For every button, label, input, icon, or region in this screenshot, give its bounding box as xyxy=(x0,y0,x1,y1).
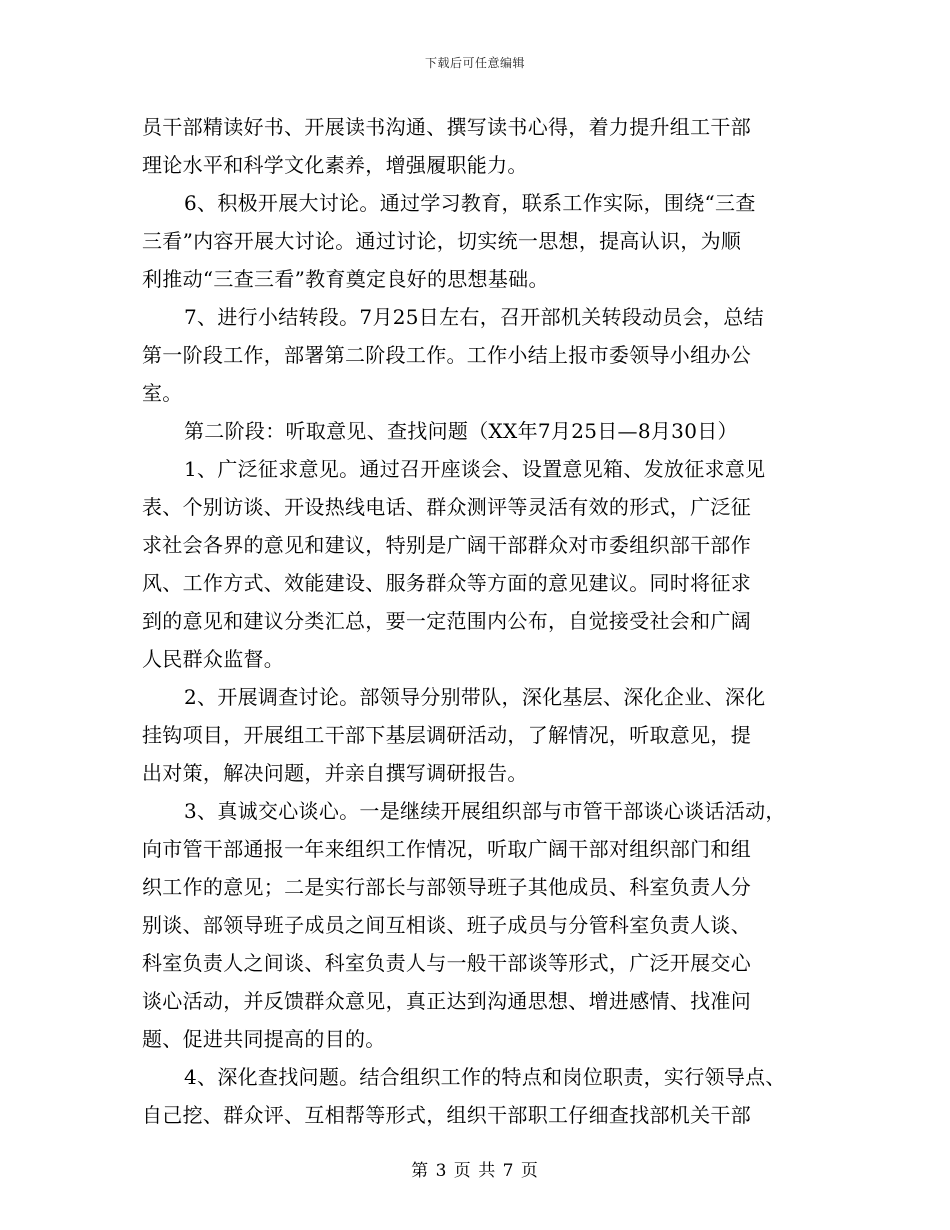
text-line: 挂钩项目，开展组工干部下基层调研活动，了解情况，听取意见，提 xyxy=(142,723,751,747)
text-line: 4、深化查找问题。结合组织工作的特点和岗位职责，实行领导点、 xyxy=(184,1065,786,1089)
text-line: 理论水平和科学文化素养，增强履职能力。 xyxy=(142,153,528,177)
text-line: 风、工作方式、效能建设、服务群众等方面的意见建议。同时将征求 xyxy=(142,571,751,595)
page-footer: 第 3 页 共 7 页 xyxy=(411,1161,539,1181)
text-line: 第一阶段工作，部署第二阶段工作。工作小结上报市委领导小组办公 xyxy=(142,343,751,367)
text-line: 三看”内容开展大讨论。通过讨论，切实统一思想，提高认识，为顺 xyxy=(142,229,742,253)
text-line: 6、积极开展大讨论。通过学习教育，联系工作实际，围绕“三查 xyxy=(184,191,756,215)
text-line: 7、进行小结转段。7月25日左右，召开部机关转段动员会，总结 xyxy=(184,305,764,329)
text-line: 出对策，解决问题，并亲自撰写调研报告。 xyxy=(142,761,528,785)
text-line: 科室负责人之间谈、科室负责人与一般干部谈等形式，广泛开展交心 xyxy=(142,951,751,975)
text-line: 员干部精读好书、开展读书沟通、撰写读书心得，着力提升组工干部 xyxy=(142,115,751,139)
text-line: 求社会各界的意见和建议，特别是广阔干部群众对市委组织部干部作 xyxy=(142,533,751,557)
text-line: 自己挖、群众评、互相帮等形式，组织干部职工仔细查找部机关干部 xyxy=(142,1103,751,1127)
text-line: 表、个别访谈、开设热线电话、群众测评等灵活有效的形式，广泛征 xyxy=(142,495,751,519)
text-line: 人民群众监督。 xyxy=(142,647,285,671)
document-body xyxy=(142,108,810,1134)
text-line: 3、真诚交心谈心。一是继续开展组织部与市管干部谈心谈话活动， xyxy=(184,799,786,823)
text-line: 到的意见和建议分类汇总，要一定范围内公布，自觉接受社会和广阔 xyxy=(142,609,751,633)
text-line: 利推动“三查三看”教育奠定良好的思想基础。 xyxy=(142,267,549,291)
page-header: 下载后可任意编辑 xyxy=(424,56,525,70)
text-line: 别谈、部领导班子成员之间互相谈、班子成员与分管科室负责人谈、 xyxy=(142,913,751,937)
text-line: 向市管干部通报一年来组织工作情况，听取广阔干部对组织部门和组 xyxy=(142,837,751,861)
text-line: 室。 xyxy=(142,381,183,405)
text-line: 织工作的意见；二是实行部长与部领导班子其他成员、科室负责人分 xyxy=(142,875,751,899)
text-line: 谈心活动，并反馈群众意见，真正达到沟通思想、增进感情、找准问 xyxy=(142,989,751,1013)
text-line: 题、促进共同提高的目的。 xyxy=(142,1027,386,1051)
text-line: 1、广泛征求意见。通过召开座谈会、设置意见箱、发放征求意见 xyxy=(184,457,766,481)
text-line: 第二阶段：听取意见、查找问题（XX年7月25日—8月30日） xyxy=(184,419,738,443)
text-line: 2、开展调查讨论。部领导分别带队，深化基层、深化企业、深化 xyxy=(184,685,766,709)
